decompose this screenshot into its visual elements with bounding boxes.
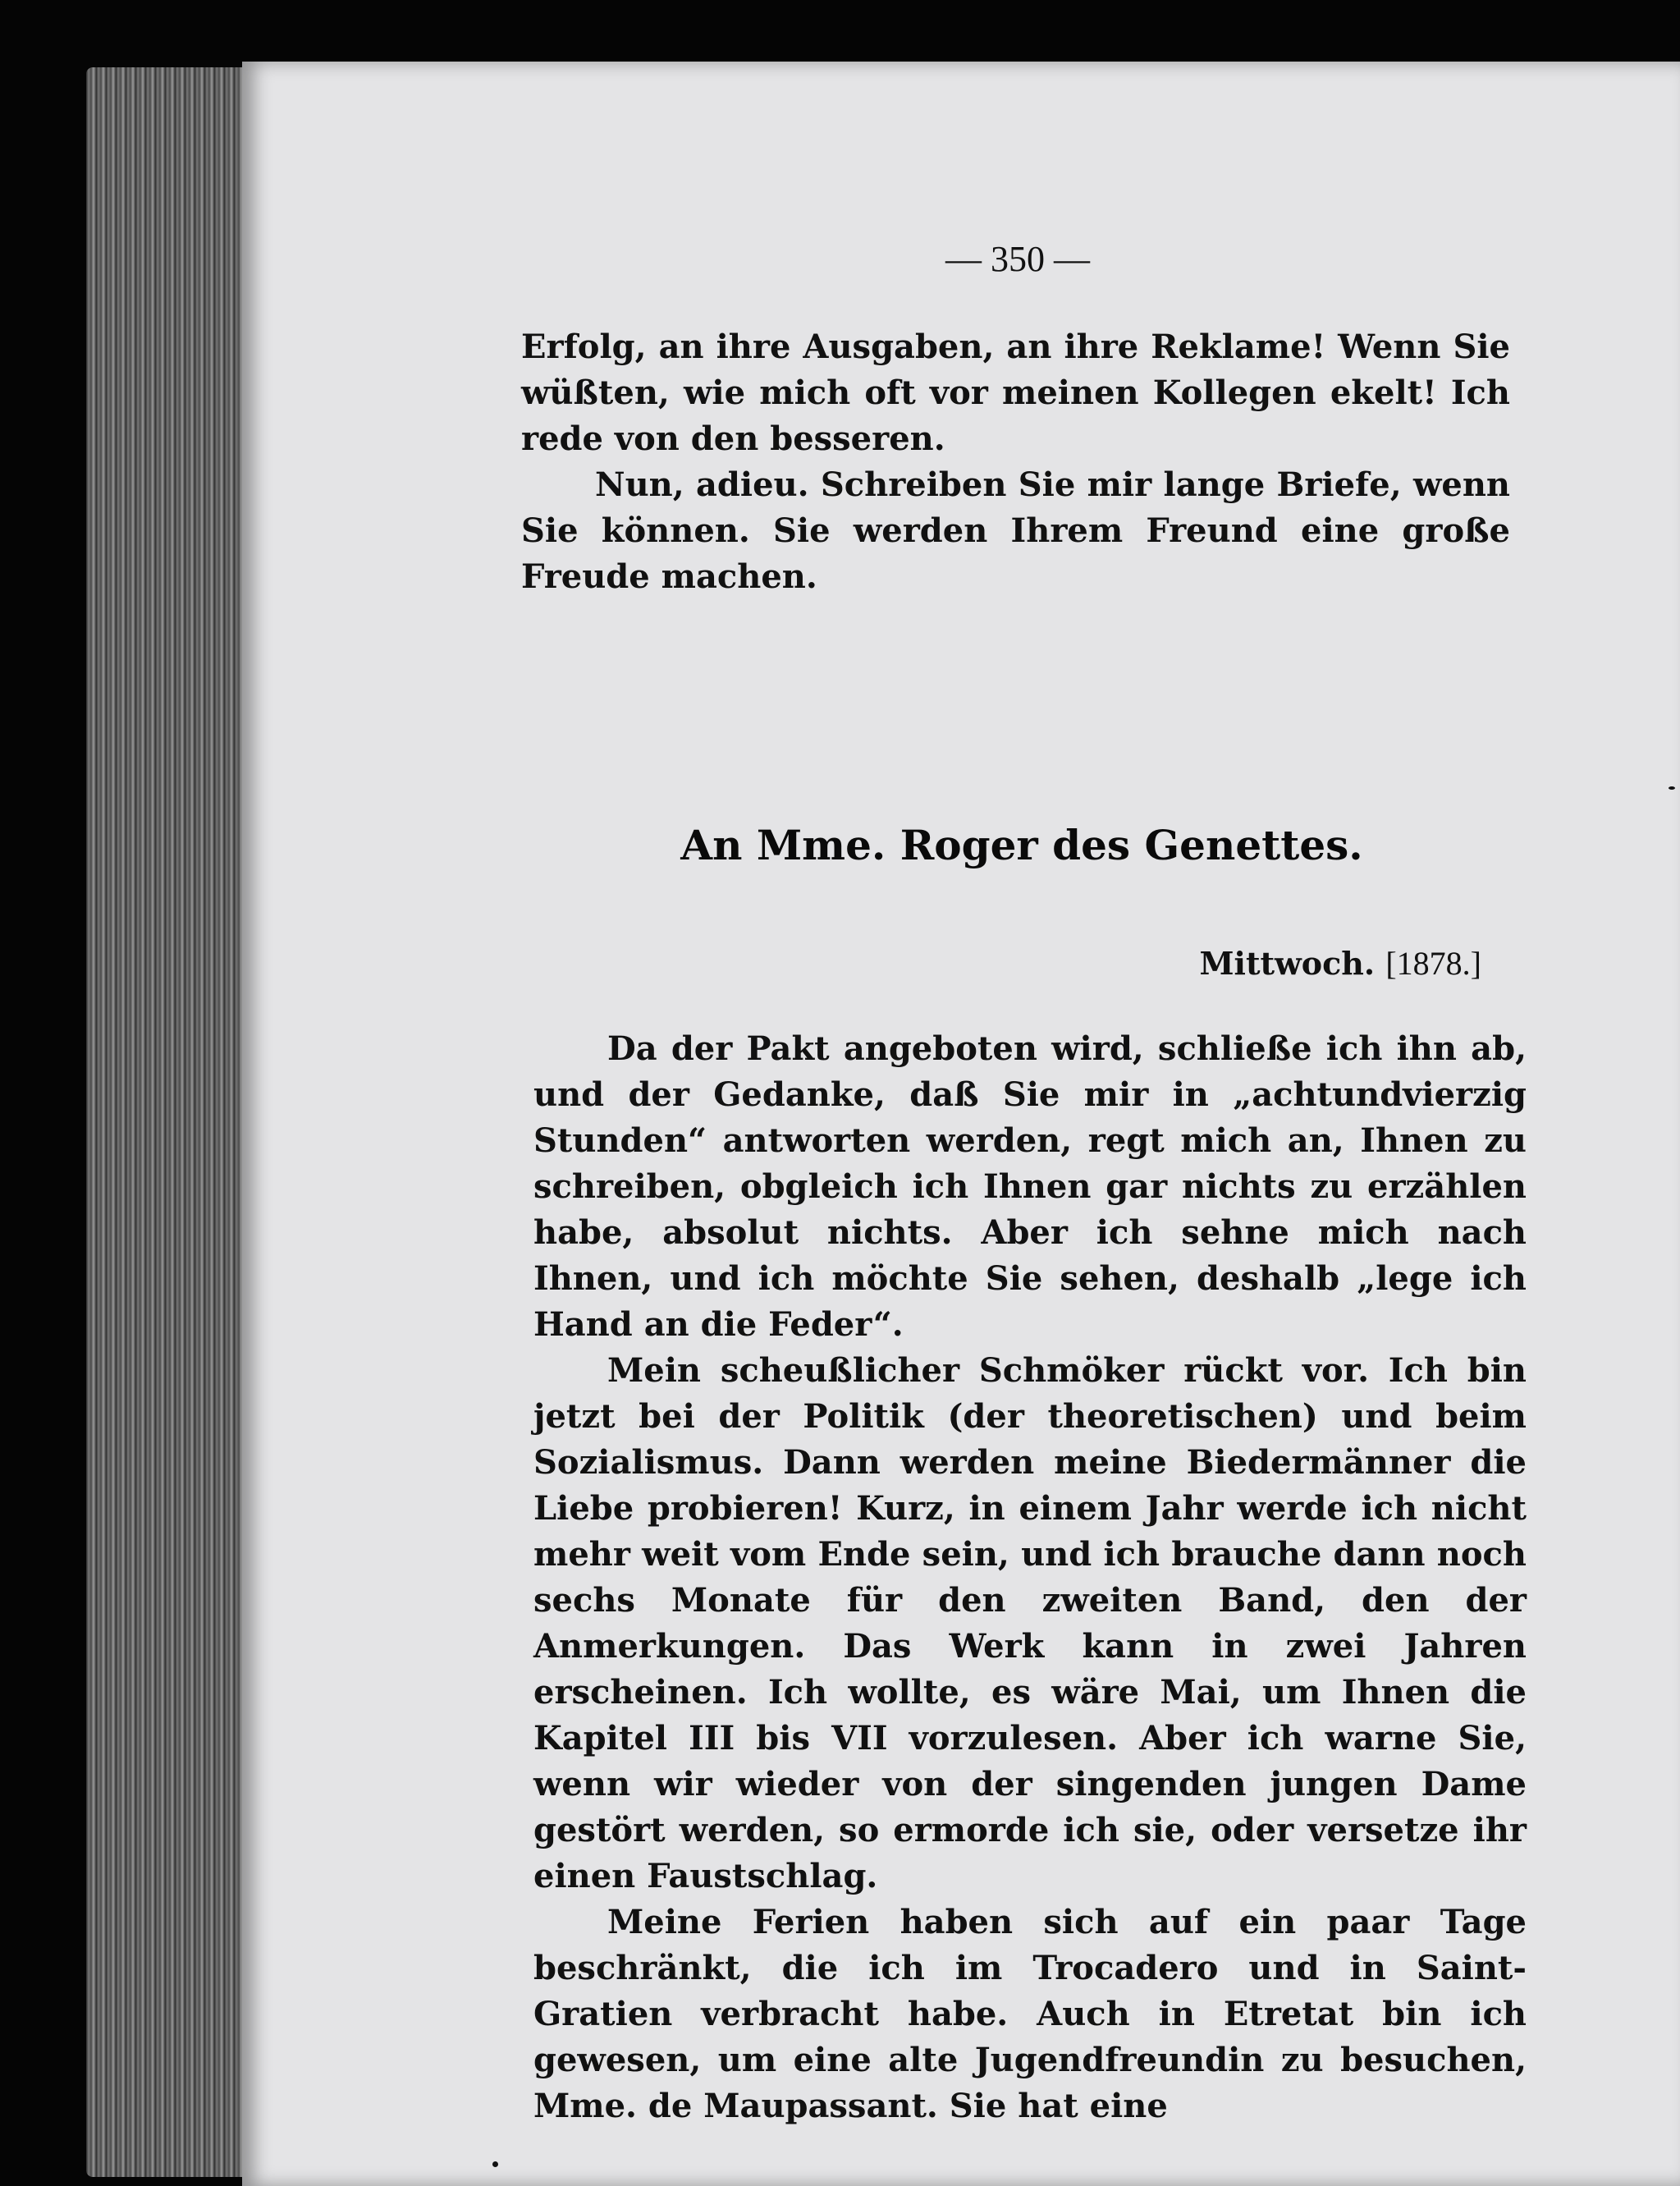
dateline-year: [1878.] (1385, 945, 1481, 982)
scan-speck (492, 2161, 498, 2167)
paragraph: Meine Ferien haben sich auf ein paar Tage beschränkt, die ich im Trocadero und in Saint-Gratien verbracht habe. Auch in Etretat bin ich gewesen, um eine alte Jugendfreundin zu besuchen, Mme. de Maupassant. Sie hat eine (533, 1903, 1527, 2125)
paragraph: Mein scheußlicher Schmöker rückt vor. Ich bin jetzt bei der Politik (der theoretischen) und beim Sozialismus. Dann werden meine Biedermänner die Liebe probieren! Kurz, in einem Jahr werde ich nicht mehr weit vom Ende sein, und ich brauche dann noch sechs Monate für den zweiten Band, den der Anmerkungen. Das Werk kann in zwei Jahren erscheinen. Ich wollte, es wäre Mai, um Ihnen die Kapitel III bis VII vorzulesen. Aber ich warne Sie, wenn wir wieder von der singenden jungen Dame gestört werden, so ermorde ich sie, oder versetze ihr einen Faustschlag. (533, 1351, 1527, 1895)
previous-letter-ending (521, 324, 1510, 600)
letter-body (533, 1026, 1527, 2129)
paragraph: Erfolg, an ihre Ausgaben, an ihre Reklame! Wenn Sie wüßten, wie mich oft vor meinen Kollegen ekelt! Ich rede von den besseren. (521, 328, 1510, 458)
paragraph: Da der Pakt angeboten wird, schließe ich ihn ab, und der Gedanke, daß Sie mir in „achtundvierzig Stunden“ antworten werden, regt mich an, Ihnen zu schreiben, obgleich ich Ihnen gar nichts zu erzählen habe, absolut nichts. Aber ich sehne mich nach Ihnen, und ich möchte Sie sehen, deshalb „lege ich Hand an die Feder“. (533, 1029, 1527, 1344)
letter-heading: An Mme. Roger des Genettes. (680, 821, 1363, 869)
dateline-day: Mittwoch. (1199, 945, 1376, 982)
page-number: — 350 — (945, 239, 1090, 279)
paragraph: Nun, adieu. Schreiben Sie mir lange Briefe, wenn Sie können. Sie werden Ihrem Freund eine große Freude machen. (521, 465, 1510, 596)
scan-speck (1669, 786, 1675, 790)
letter-dateline (1067, 944, 1481, 983)
book-page-edges (86, 67, 250, 2177)
